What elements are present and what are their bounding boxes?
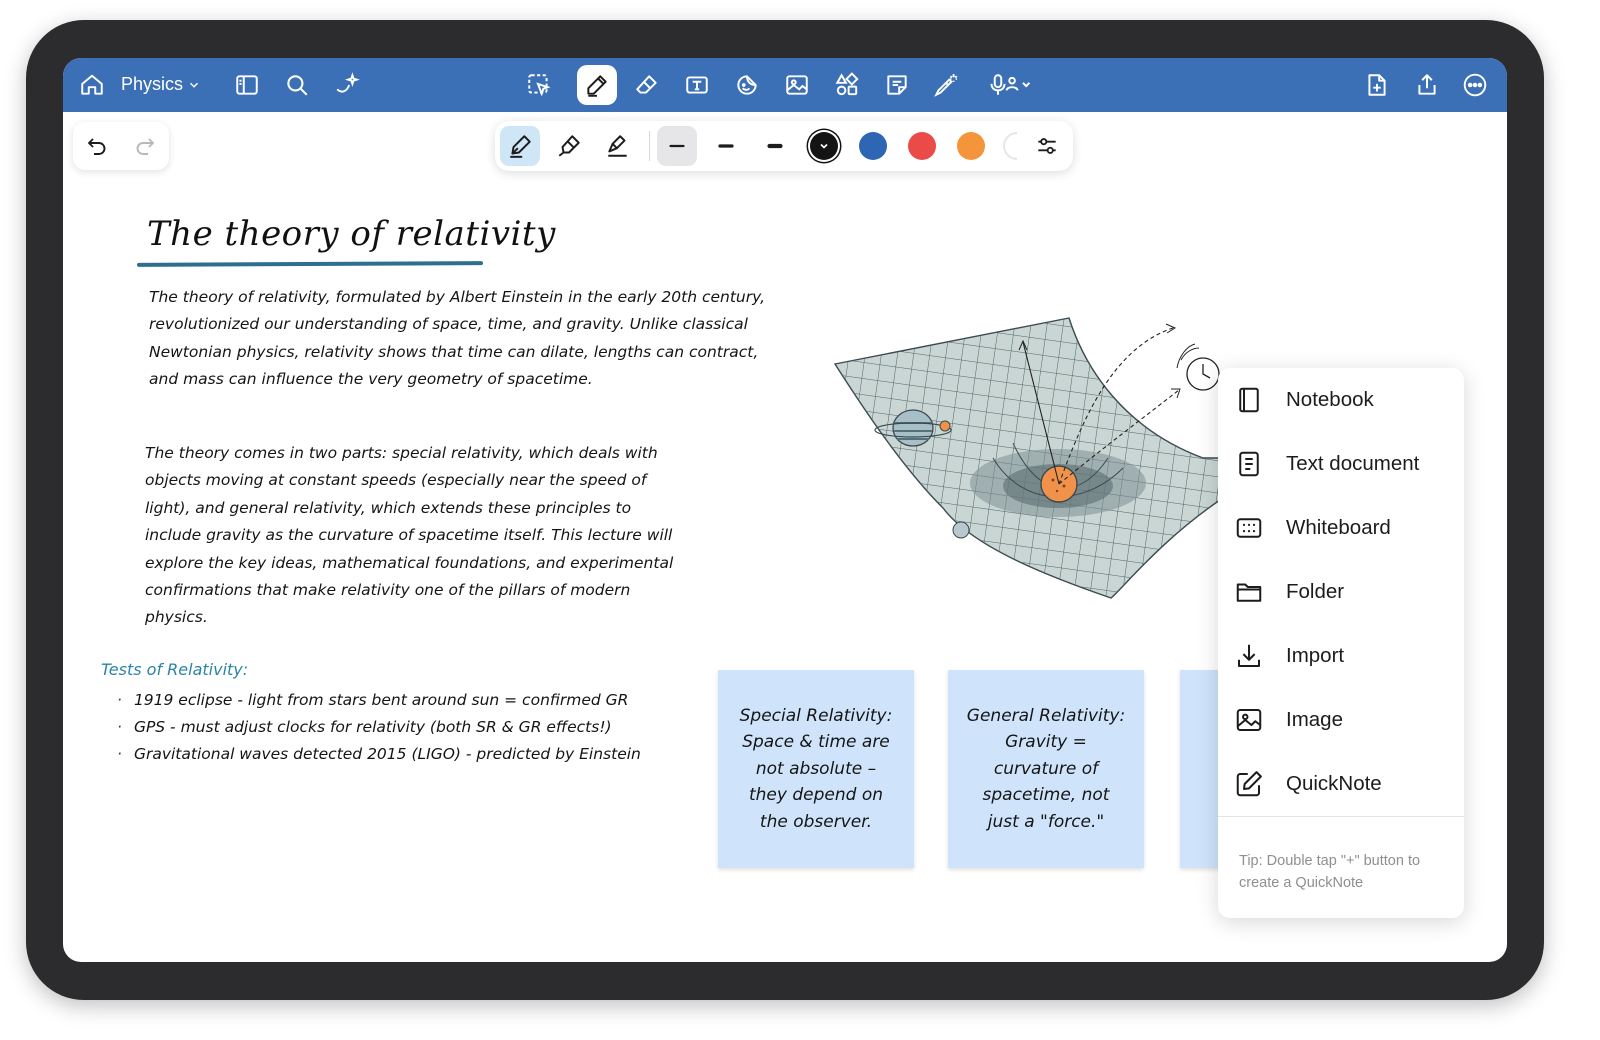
menu-item-label: Whiteboard: [1286, 516, 1391, 539]
color-swatch-red[interactable]: [908, 132, 936, 160]
menu-item-quicknote[interactable]: [1218, 756, 1464, 812]
redo-icon[interactable]: [133, 134, 157, 158]
app-screen: [63, 58, 1507, 962]
top-toolbar: [63, 58, 1507, 112]
fountain-pen-icon[interactable]: [500, 126, 540, 166]
sidebar-icon[interactable]: [231, 65, 263, 105]
divider: [649, 131, 650, 161]
sticky-note-general[interactable]: [948, 670, 1144, 868]
import-icon: [1234, 641, 1264, 671]
menu-item-import[interactable]: [1218, 628, 1464, 684]
color-more-indicator[interactable]: [1003, 132, 1017, 160]
menu-item-label: Import: [1286, 644, 1345, 667]
paragraph-parts: The theory comes in two parts: special relativity, which deals with objects moving at constant speeds (especially near the speed of light), and general relativity, which extends these principles to include gravity as the curvature of spacetime itself. This lecture will explore the key ideas, mathematical foundations, and experimental confirmations that make relativity one of the pillars of modern physics.: [145, 444, 674, 627]
laser-pointer-icon[interactable]: [929, 65, 963, 105]
lasso-select-icon[interactable]: [523, 65, 555, 105]
menu-item-label: Folder: [1286, 580, 1345, 603]
menu-item-image[interactable]: [1218, 692, 1464, 748]
sticky-note-text: General Relativity: Gravity = curvature of spacetime, not just a "force.": [966, 705, 1126, 832]
spacetime-illustration: [823, 308, 1223, 608]
menu-item-label: Image: [1286, 708, 1343, 731]
thickness-thin[interactable]: [657, 126, 697, 166]
brush-pen-icon[interactable]: [598, 126, 638, 166]
shapes-icon[interactable]: [831, 65, 863, 105]
thickness-thick[interactable]: [755, 126, 795, 166]
tests-heading: Tests of Relativity:: [101, 660, 249, 679]
menu-item-label: QuickNote: [1286, 772, 1382, 795]
menu-item-notebook[interactable]: [1218, 372, 1464, 428]
sticky-note-icon[interactable]: [881, 65, 913, 105]
tests-list: [117, 687, 641, 768]
image-icon: [1234, 705, 1264, 735]
chevron-down-icon: [818, 140, 830, 152]
color-swatch-orange[interactable]: [957, 132, 985, 160]
folder-icon: [1234, 577, 1264, 607]
menu-divider: [1218, 816, 1464, 817]
paragraph-intro: The theory of relativity, formulated by Albert Einstein in the early 20th century, revolutionized our understanding of space, time, and gravity. Unlike classical Newtonian physics, relativity shows that time can dilate, lengths can contract, and mass can influence the very geometry of spacetime.: [149, 288, 766, 389]
color-swatch-blue[interactable]: [859, 132, 887, 160]
menu-tip: Tip: Double tap "+" button to create a QuickNote: [1239, 853, 1421, 891]
home-icon[interactable]: [77, 65, 107, 105]
ai-sparkle-icon[interactable]: [331, 65, 363, 105]
more-icon[interactable]: [1459, 65, 1491, 105]
undo-icon[interactable]: [85, 134, 109, 158]
menu-item-label: Text document: [1286, 452, 1420, 475]
whiteboard-icon: [1234, 513, 1264, 543]
page-title: The theory of relativity: [147, 214, 556, 254]
list-item: · GPS - must adjust clocks for relativity (both SR & GR effects!): [117, 714, 641, 741]
menu-item-folder[interactable]: [1218, 564, 1464, 620]
list-item: · Gravitational waves detected 2015 (LIGO) - predicted by Einstein: [117, 741, 641, 768]
sticky-note-special[interactable]: [718, 670, 914, 868]
image-icon[interactable]: [781, 65, 813, 105]
sticker-icon[interactable]: [731, 65, 763, 105]
search-icon[interactable]: [281, 65, 313, 105]
quicknote-icon: [1234, 769, 1264, 799]
title-underline: [137, 261, 483, 267]
audio-record-icon[interactable]: [983, 65, 1039, 105]
menu-item-text-document[interactable]: [1218, 436, 1464, 492]
pen-options-toolbar: [495, 121, 1073, 171]
chevron-down-icon: [187, 78, 201, 92]
new-item-menu: [1218, 368, 1464, 918]
notebook-name: Physics: [121, 74, 184, 94]
text-document-icon: [1234, 449, 1264, 479]
eraser-icon[interactable]: [631, 65, 663, 105]
thickness-medium[interactable]: [706, 126, 746, 166]
share-icon[interactable]: [1411, 65, 1443, 105]
text-box-icon[interactable]: [681, 65, 713, 105]
menu-item-whiteboard[interactable]: [1218, 500, 1464, 556]
pen-icon[interactable]: [577, 65, 617, 105]
pen-settings-icon[interactable]: [1027, 126, 1067, 166]
menu-item-label: Notebook: [1286, 388, 1374, 411]
notebook-title-button[interactable]: [121, 74, 201, 95]
add-page-icon[interactable]: [1361, 65, 1393, 105]
ballpoint-pen-icon[interactable]: [549, 126, 589, 166]
notebook-icon: [1234, 385, 1264, 415]
undo-redo-group: [73, 122, 169, 170]
color-swatch-black[interactable]: [810, 132, 838, 160]
tablet-frame: [26, 20, 1544, 1000]
sticky-note-text: Special Relativity: Space & time are not absolute – they depend on the observer.: [739, 705, 893, 832]
list-item: · 1919 eclipse - light from stars bent around sun = confirmed GR: [117, 687, 641, 714]
